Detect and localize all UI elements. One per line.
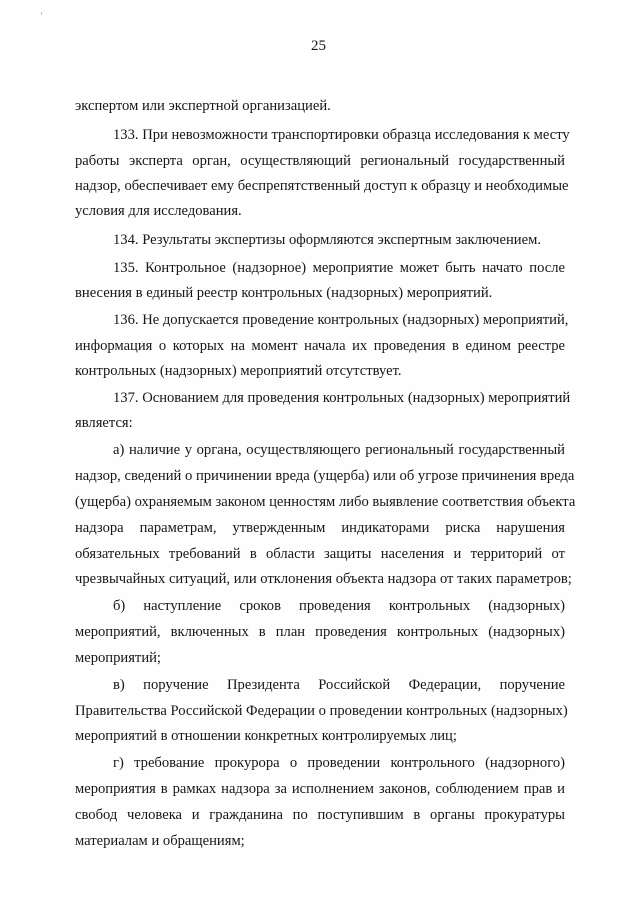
text-line: работы эксперта орган, осуществляющий региональный государственный [75,153,565,169]
text-line: надзор, обеспечивает ему беспрепятственный доступ к образцу и необходимые [75,178,569,194]
text-line: Правительства Российской Федерации о проведении контрольных (надзорных) [75,703,568,719]
text-line: является: [75,415,133,431]
text-line: 137. Основанием для проведения контрольных (надзорных) мероприятий [113,390,571,406]
text-line: в) поручение Президента Российской Федерации, поручение [113,677,565,693]
text-line: надзора параметрам, утвержденным индикаторами риска нарушения [75,520,565,536]
text-line: б) наступление сроков проведения контрольных (надзорных) [113,598,565,614]
text-line: мероприятия в рамках надзора за исполнением законов, соблюдением прав и [75,781,565,797]
text-line: контрольных (надзорных) мероприятий отсутствует. [75,363,402,379]
text-line: 134. Результаты экспертизы оформляются экспертным заключением. [113,232,541,248]
text-line: г) требование прокурора о проведении контрольного (надзорного) [113,755,565,771]
text-line: свобод человека и гражданина по поступившим в органы прокуратуры [75,807,565,823]
text-line: мероприятий в отношении конкретных контролируемых лиц; [75,728,457,744]
text-line: 133. При невозможности транспортировки образца исследования к месту [113,127,570,143]
text-line: обязательных требований в области защиты населения и территорий от [75,546,565,562]
text-line: надзор, сведений о причинении вреда (ущерба) или об угрозе причинения вреда [75,468,575,484]
text-line: информация о которых на момент начала их проведения в едином реестре [75,338,565,354]
page-number: 25 [311,38,326,54]
text-line: 136. Не допускается проведение контрольных (надзорных) мероприятий, [113,312,569,328]
scan-mark: ' [41,11,43,20]
text-line: мероприятий, включенных в план проведения контрольных (надзорных) [75,624,565,640]
text-line: (ущерба) охраняемым законом ценностям либо выявление соответствия объекта [75,494,576,510]
text-line: экспертом или экспертной организацией. [75,98,331,114]
text-line: материалам и обращениям; [75,833,245,849]
text-line: условия для исследования. [75,203,242,219]
text-line: 135. Контрольное (надзорное) мероприятие может быть начато после [113,260,565,276]
text-line: мероприятий; [75,650,161,666]
text-line: чрезвычайных ситуаций, или отклонения объекта надзора от таких параметров; [75,571,572,587]
text-line: а) наличие у органа, осуществляющего региональный государственный [113,442,565,458]
text-line: внесения в единый реестр контрольных (надзорных) мероприятий. [75,285,493,301]
